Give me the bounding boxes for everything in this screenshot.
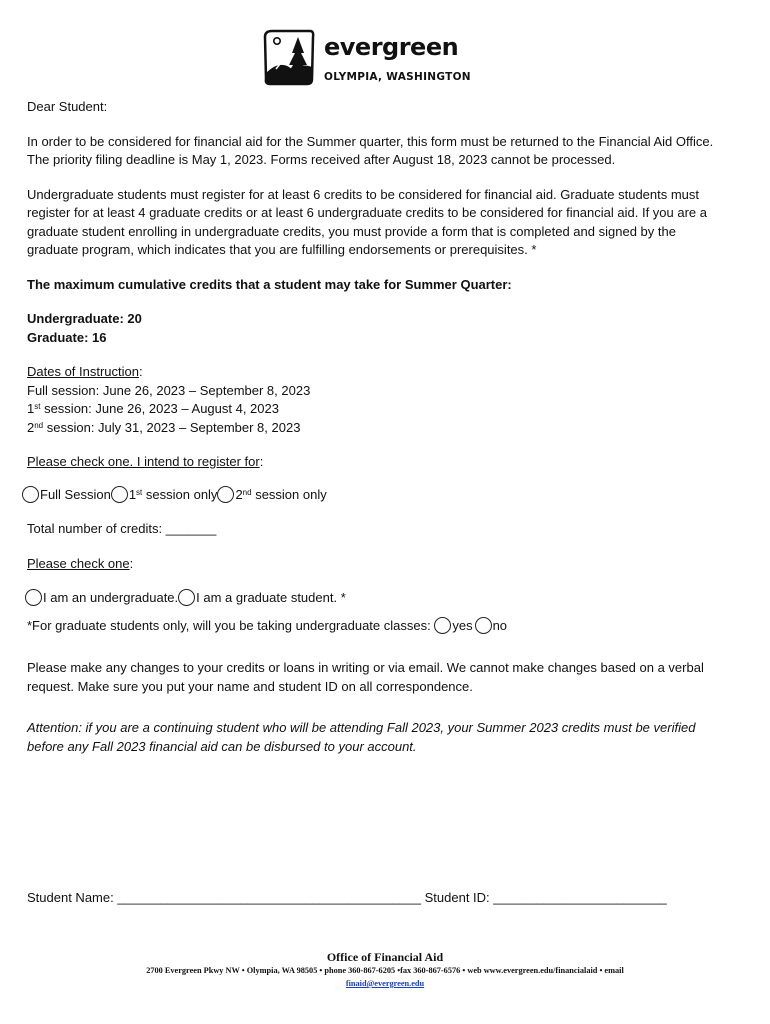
total-credits-field[interactable]: Total number of credits: _______ — [27, 521, 217, 536]
s2-sup: nd — [34, 420, 44, 430]
graduate-label: I am a graduate student. * — [196, 590, 346, 605]
undergraduate-radio[interactable] — [25, 589, 42, 606]
full-session-label: Full Session — [40, 486, 111, 502]
level-options-row — [25, 589, 717, 608]
full-session-dates: Full session: June 26, 2023 – September 8, 2023 — [27, 382, 311, 398]
changes-paragraph: Please make any changes to your credits or loans in writing or via email. We cannot make changes based on a verbal request. Make sure you put your name and student ID on all correspondence. — [27, 660, 704, 694]
graduate-radio[interactable] — [178, 589, 195, 606]
max-undergrad-credits: Undergraduate: 20 — [27, 311, 142, 326]
level-check-colon: : — [129, 555, 134, 571]
footer-email-link[interactable]: finaid@evergreen.edu — [345, 979, 425, 988]
s1-sup: st — [34, 402, 41, 411]
second-session-radio[interactable] — [217, 486, 234, 503]
footer-address: 2700 Evergreen Pkwy NW • Olympia, WA 98505 • phone 360-867-6205 •fax 360-867-6576 • web www.evergreen.edu/financialaid • email — [146, 966, 624, 975]
first-session-label: session only — [142, 486, 218, 502]
opt-s2-sup: nd — [242, 487, 252, 497]
no-radio[interactable] — [475, 617, 492, 634]
max-grad-credits: Graduate: 16 — [27, 329, 107, 345]
first-session-radio[interactable] — [111, 486, 128, 503]
logo-location: OLYMPIA, WASHINGTON — [324, 71, 471, 83]
dates-colon: : — [139, 364, 143, 379]
level-check-heading-line — [27, 555, 717, 574]
s2-num: 2 — [27, 419, 35, 435]
session-check-heading-line — [27, 453, 717, 472]
attention-paragraph: Attention: if you are a continuing student who will be attending Fall 2023, your Summer 2023 credits must be verified before any Fall 2023 financial aid can be disbursed to your account. — [27, 720, 696, 754]
dates-heading-line — [27, 363, 717, 382]
grad-undergrad-question: *For graduate students only, will you be taking undergraduate classes: — [27, 617, 435, 633]
opt-s1-num: 1 — [128, 486, 137, 502]
credit-requirements-paragraph: Undergraduate students must register for at least 6 credits to be considered for financial aid. Graduate students must register for at least 4 graduate credits or at least 6 undergraduate credits to be considered for financial aid. If you are a graduate student enrolling in undergraduate credits, you must provide a form that is completed and signed by the graduate program, which indicates that you are fulfilling endorsements or prerequisites. * — [27, 186, 707, 257]
session-options-row — [22, 486, 717, 505]
full-session-radio[interactable] — [22, 486, 39, 503]
grad-undergrad-question-row — [27, 617, 717, 636]
yes-label: yes — [452, 617, 473, 633]
student-name-field[interactable]: Student Name: __________________________________________ — [27, 890, 421, 905]
deadline-paragraph: In order to be considered for financial aid for the Summer quarter, this form must be returned to the Financial Aid Office. The priority filing deadline is May 1, 2023. Forms received after August 18, 2023 cannot be processed. — [27, 133, 714, 167]
session-check-colon: : — [259, 454, 264, 469]
salutation: Dear Student: — [27, 99, 108, 114]
dates-heading: Dates of Instruction — [27, 364, 139, 379]
opt-s2-num: 2 — [235, 486, 243, 502]
evergreen-logo — [262, 29, 482, 87]
s1-num: 1 — [27, 401, 35, 416]
logo-wordmark: evergreen — [324, 33, 459, 61]
evergreen-emblem-icon — [262, 29, 318, 87]
letter-body — [27, 98, 717, 756]
student-id-field[interactable]: Student ID: ________________________ — [421, 890, 667, 905]
signature-line — [27, 890, 667, 905]
s1-text: session: June 26, 2023 – August 4, 2023 — [40, 401, 279, 416]
s2-text: session: July 31, 2023 – September 8, 2023 — [43, 419, 301, 435]
level-check-heading: Please check one — [27, 555, 130, 571]
no-label: no — [492, 617, 508, 633]
session-check-heading: Please check one. I intend to register for — [27, 454, 260, 469]
first-session-dates — [27, 400, 717, 419]
second-session-dates — [27, 419, 717, 438]
opt-s1-sup: st — [136, 487, 143, 497]
undergraduate-label: I am an undergraduate. — [43, 590, 179, 605]
footer-office-name: Office of Financial Aid — [326, 950, 444, 964]
yes-radio[interactable] — [434, 617, 451, 634]
max-credits-heading: The maximum cumulative credits that a student may take for Summer Quarter: — [27, 276, 512, 292]
second-session-label: session only — [251, 486, 327, 502]
